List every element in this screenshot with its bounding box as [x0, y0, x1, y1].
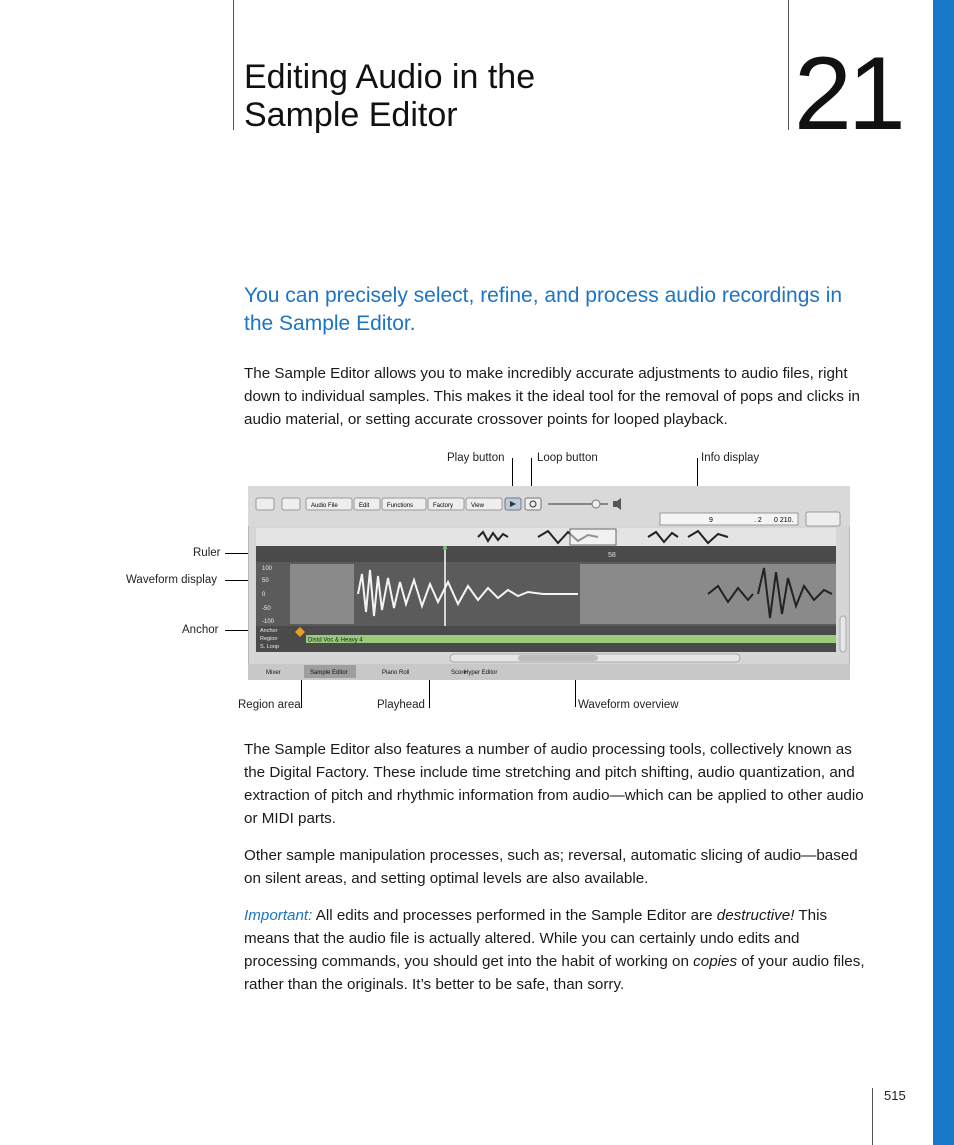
callout-loop-button: Loop button: [537, 452, 598, 464]
label-region: Region: [260, 636, 278, 642]
waveform-overview: [256, 528, 836, 546]
sample-editor-screenshot: [248, 486, 850, 680]
chapter-tab-bar: [933, 0, 954, 1145]
paragraph-2: The Sample Editor also features a number of audio processing tools, collectively known as the Digital Factory. These include time stretching and pitch shifting, audio quantization, and extraction of pitch and rhythmic information from audio—which can be applied to other audio or MIDI parts.: [244, 741, 864, 827]
loop-button[interactable]: [525, 498, 541, 510]
scale-0: 0: [262, 592, 266, 598]
callout-play-button: Play button: [447, 452, 505, 464]
link-icon[interactable]: [256, 498, 274, 510]
volume-knob[interactable]: [592, 500, 600, 508]
scrollbar-thumb[interactable]: [518, 655, 598, 661]
ruler-mark: 58: [608, 552, 616, 559]
tab-mixer[interactable]: Mixer: [266, 670, 281, 676]
overview-visible-area[interactable]: [570, 529, 616, 545]
paragraph-important: [244, 904, 874, 996]
callout-anchor: Anchor: [182, 624, 219, 636]
scale-50: 50: [262, 578, 269, 584]
region-bar[interactable]: [306, 635, 836, 643]
chapter-title-line-2: Sample Editor: [244, 96, 458, 134]
footer-rule: [872, 1088, 873, 1145]
menu-edit-label: Edit: [359, 503, 370, 509]
label-anchor: Anchor: [260, 628, 278, 634]
important-label: Important:: [244, 907, 313, 924]
callout-ruler: Ruler: [193, 547, 221, 559]
scale-minus-50: -50: [262, 606, 271, 612]
paragraph-3: Other sample manipulation processes, such as; reversal, automatic slicing of audio—based on silent areas, and setting optimal levels are also available.: [244, 847, 858, 887]
menu-view-label: View: [471, 503, 484, 509]
chapter-title: [244, 58, 535, 134]
menu-bar: [306, 498, 502, 510]
menu-audio-file-label: Audio File: [311, 503, 338, 509]
info-value-2: . 2: [754, 517, 762, 524]
callout-waveform-display: Waveform display: [126, 574, 217, 586]
info-value-1: 9: [709, 517, 713, 524]
scale-100: 100: [262, 566, 273, 572]
important-destructive: destructive!: [716, 907, 795, 924]
important-text-c: of your audio files, rather than the originals. It’s better to be safe, than sorry.: [244, 953, 865, 993]
important-copies: copies: [693, 953, 738, 970]
label-s-loop: S. Loop: [260, 644, 279, 650]
tab-piano-roll[interactable]: Piano Roll: [382, 670, 410, 676]
tab-score[interactable]: Score: [451, 670, 467, 676]
page-number: 515: [884, 1088, 906, 1103]
important-text-b: This means that the audio file is actually altered. While you can certainly undo edits and processing commands, you should get into the habit of working on: [244, 907, 828, 970]
chapter-number: 21: [794, 36, 902, 152]
title-left-rule: [233, 0, 234, 130]
ruler[interactable]: [256, 546, 836, 562]
callout-waveform-overview: Waveform overview: [578, 699, 679, 711]
menu-factory-label: Factory: [433, 503, 454, 509]
region-name: Distd Voc & Heavy 4: [308, 637, 363, 644]
chapter-intro: You can precisely select, refine, and process audio recordings in the Sample Editor.: [244, 284, 843, 335]
tab-sample-editor[interactable]: Sample Editor: [310, 670, 348, 676]
info-value-3: 0 210.: [774, 517, 794, 524]
catch-icon[interactable]: [282, 498, 300, 510]
vertical-zoom[interactable]: [840, 616, 846, 652]
callout-region-area: Region area: [238, 699, 301, 711]
playhead-marker: [443, 546, 447, 550]
callout-playhead: Playhead: [377, 699, 425, 711]
selection-area-left: [290, 564, 354, 624]
region-side-labels: [260, 628, 279, 650]
chapter-title-line-1: Editing Audio in the: [244, 58, 536, 96]
tab-hyper-editor[interactable]: Hyper Editor: [464, 670, 498, 676]
menu-functions-label: Functions: [387, 503, 414, 509]
paragraph-1: The Sample Editor allows you to make incredibly accurate adjustments to audio files, right down to individual samples. This makes it the ideal tool for the removal of pops and clicks in audio material, or setting accurate crossover points for looped playback.: [244, 365, 860, 428]
scale-minus-100: -100: [262, 619, 275, 625]
title-right-rule: [788, 0, 789, 130]
tool-menu[interactable]: [806, 512, 840, 526]
callout-info-display: Info display: [701, 452, 760, 464]
important-text-a: All edits and processes performed in the Sample Editor are: [315, 907, 713, 924]
